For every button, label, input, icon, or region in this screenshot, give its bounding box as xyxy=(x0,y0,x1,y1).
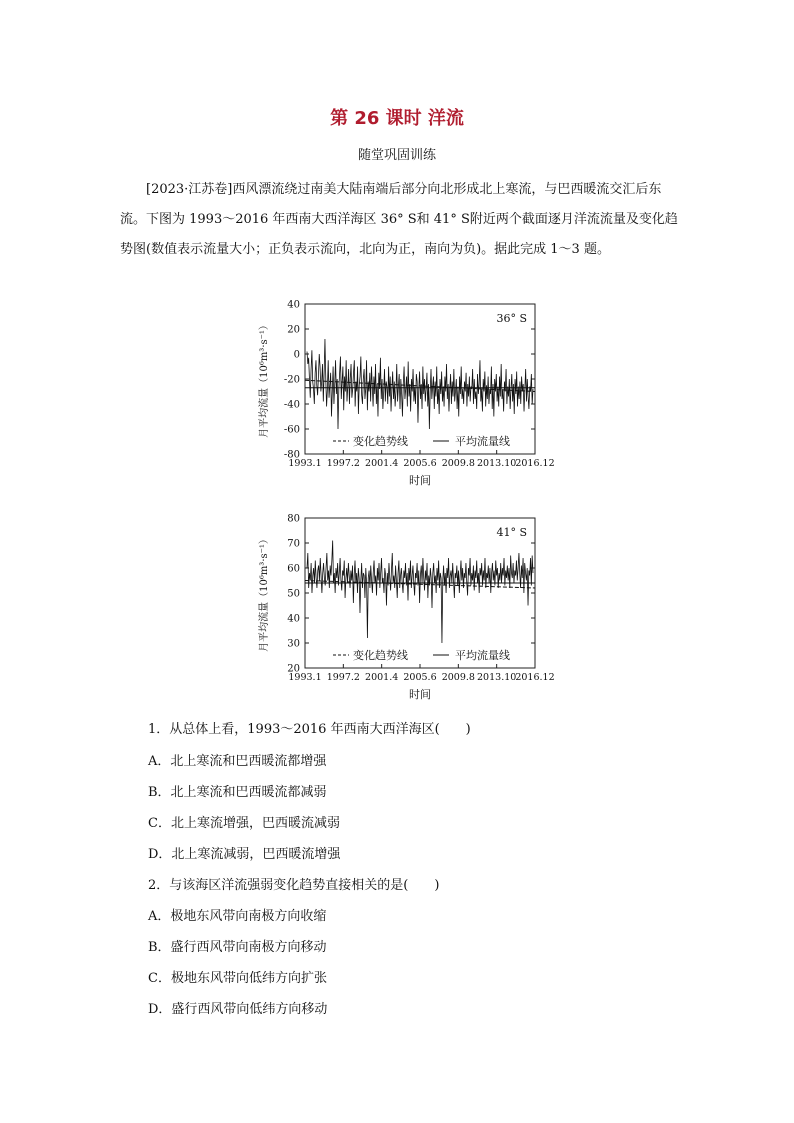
y-tick-label: 70 xyxy=(287,538,300,550)
y-tick-label: 0 xyxy=(293,349,300,361)
y-tick-label: 20 xyxy=(287,324,300,336)
question-2-option-a: A．极地东风带向南极方向收缩 xyxy=(148,909,327,924)
x-tick-label: 2013.10 xyxy=(477,458,517,469)
chart-36s-svg xyxy=(250,296,555,496)
y-tick-label: 40 xyxy=(287,613,300,625)
question-1-option-a: A．北上寒流和巴西暖流都增强 xyxy=(148,754,327,769)
question-1-option-c: C．北上寒流增强，巴西暖流减弱 xyxy=(148,816,340,831)
y-tick-label: 40 xyxy=(287,299,300,311)
x-tick-label: 1993.1 xyxy=(288,458,322,469)
x-axis-label: 时间 xyxy=(409,474,431,487)
panel-label: 41° S xyxy=(496,526,527,539)
legend-label-trend: 变化趋势线 xyxy=(353,649,408,662)
x-axis-label: 时间 xyxy=(409,688,431,701)
chart-41s-svg xyxy=(250,510,555,710)
x-tick-label: 1993.1 xyxy=(288,672,322,683)
question-2-option-d: D．盛行西风带向低纬方向移动 xyxy=(148,1002,328,1017)
intro-paragraph: [2023·江苏卷]西风漂流绕过南美大陆南端后部分向北形成北上寒流，与巴西暖流交汇后东流。下图为 1993～2016 年西南大西洋海区 36° S和 41° S附近两个截面逐月洋流流量及变化趋势图(数值表示流量大小；正负表示流向，北向为正，南向为负)。据此完成 1～3 题。 xyxy=(120,182,678,257)
x-tick-label: 2009.8 xyxy=(441,458,475,469)
question-2: 2．与该海区洋流强弱变化趋势直接相关的是( ) xyxy=(148,878,440,893)
section-subtitle: 随堂巩固训练 xyxy=(357,148,436,163)
question-2-option-c: C．极地东风带向低纬方向扩张 xyxy=(148,971,327,986)
x-tick-label: 2016.12 xyxy=(515,458,555,469)
y-tick-label: 30 xyxy=(287,638,300,650)
y-tick-label: -20 xyxy=(283,374,300,386)
x-tick-label: 1997.2 xyxy=(326,458,360,469)
legend-label-trend: 变化趋势线 xyxy=(353,435,408,448)
x-tick-label: 1997.2 xyxy=(326,672,360,683)
y-tick-label: -40 xyxy=(283,399,300,411)
chart-36s xyxy=(250,296,555,496)
y-tick-label: 20 xyxy=(287,663,300,675)
legend-label-mean: 平均流量线 xyxy=(455,435,510,448)
x-tick-label: 2001.4 xyxy=(365,458,399,469)
question-1: 1．从总体上看，1993～2016 年西南大西洋海区( ) xyxy=(148,722,471,737)
x-tick-label: 2005.6 xyxy=(403,672,437,683)
x-tick-label: 2009.8 xyxy=(441,672,475,683)
y-tick-label: 60 xyxy=(287,563,300,575)
legend-label-mean: 平均流量线 xyxy=(455,649,510,662)
question-1-option-b: B．北上寒流和巴西暖流都减弱 xyxy=(148,785,327,800)
page-title: 第 26 课时 洋流 xyxy=(330,108,464,129)
y-tick-label: 50 xyxy=(287,588,300,600)
y-tick-label: 80 xyxy=(287,513,300,525)
question-1-option-d: D．北上寒流减弱，巴西暖流增强 xyxy=(148,847,341,862)
y-axis-label: 月平均流量（10⁶m³·s⁻¹） xyxy=(259,320,270,438)
series-line xyxy=(307,541,533,644)
x-tick-label: 2001.4 xyxy=(365,672,399,683)
series-line xyxy=(307,339,533,429)
panel-label: 36° S xyxy=(496,312,527,325)
chart-41s xyxy=(250,510,555,710)
x-tick-label: 2016.12 xyxy=(515,672,555,683)
y-tick-label: -60 xyxy=(283,424,300,436)
question-2-option-b: B．盛行西风带向南极方向移动 xyxy=(148,940,327,955)
y-axis-label: 月平均流量（10⁶m³·s⁻¹） xyxy=(259,534,270,652)
x-tick-label: 2013.10 xyxy=(477,672,517,683)
y-tick-label: -80 xyxy=(283,449,300,461)
x-tick-label: 2005.6 xyxy=(403,458,437,469)
